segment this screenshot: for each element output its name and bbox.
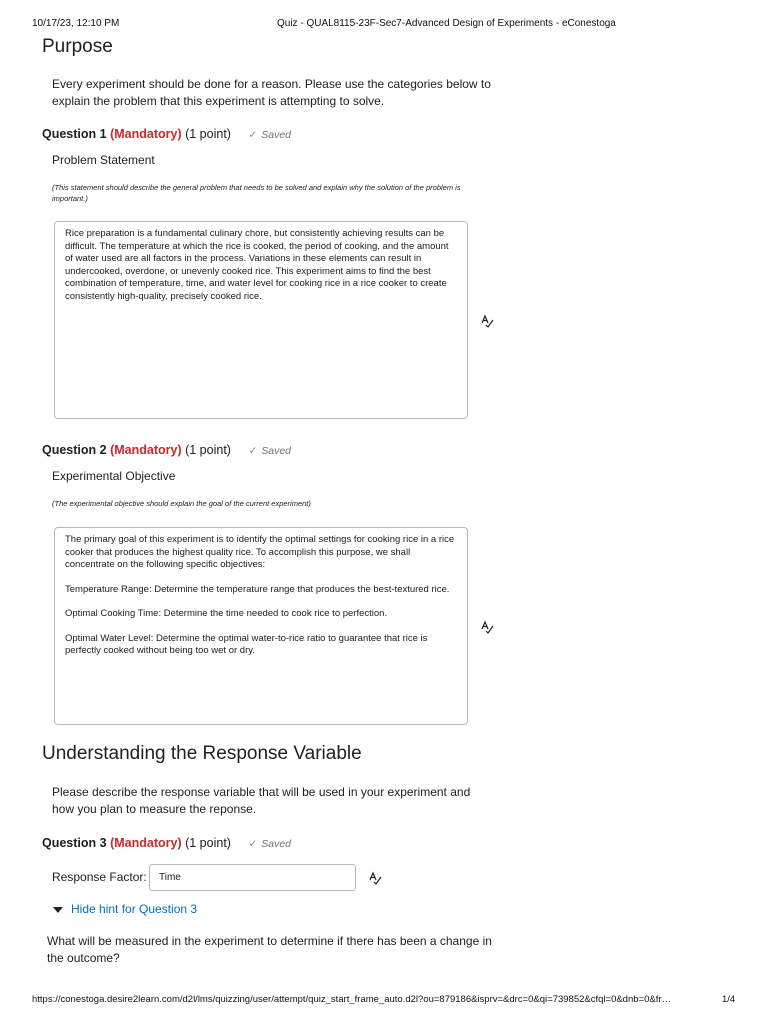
problem-statement-label: Problem Statement <box>52 153 155 167</box>
saved-status: ✓ Saved <box>248 129 292 141</box>
purpose-intro: Every experiment should be done for a reason. Please use the categories below to explain the problem that this experiment is attempting to solve. <box>52 77 491 108</box>
check-icon: ✓ <box>248 838 258 850</box>
response-variable-intro: Please describe the response variable that will be used in your experiment and how you plan to measure the reponse. <box>52 785 471 816</box>
mandatory-label: (Mandatory) <box>110 836 182 850</box>
question-number: Question 3 <box>42 836 107 850</box>
caret-down-icon <box>53 907 63 913</box>
points-label: (1 point) <box>185 443 231 457</box>
question-1-header <box>42 127 291 141</box>
response-factor-label: Response Factor: <box>52 870 147 884</box>
spellcheck-icon[interactable] <box>480 314 494 328</box>
problem-statement-textarea[interactable]: Rice preparation is a fundamental culinary chore, but consistently achieving results can be difficult. The temperature at which the rice is cooked, the period of cooking, and the amount of water used are all factors in the process. Variations in these elements can result in undercooked, overdone, or unevenly cooked rice. This experiment aims to find the best combination of temperature, time, and water level for cooking rice in a rice cooker to create consistently high-quality, precisely cooked rice. <box>54 221 468 419</box>
answer-paragraph: Optimal Cooking Time: Determine the time needed to cook rice to perfection. <box>65 608 388 619</box>
saved-status: ✓ Saved <box>248 838 292 850</box>
points-label: (1 point) <box>185 127 231 141</box>
mandatory-label: (Mandatory) <box>110 127 182 141</box>
spellcheck-icon[interactable] <box>368 871 382 885</box>
experimental-objective-textarea[interactable] <box>54 527 468 725</box>
mandatory-label: (Mandatory) <box>110 443 182 457</box>
print-datetime: 10/17/23, 12:10 PM <box>32 18 120 29</box>
question-3-header <box>42 836 291 850</box>
print-page-title: Quiz - QUAL8115-23F-Sec7-Advanced Design of Experiments - eConestoga <box>277 18 616 29</box>
points-label: (1 point) <box>185 836 231 850</box>
question-number: Question 2 <box>42 443 107 457</box>
saved-status: ✓ Saved <box>248 445 292 457</box>
response-factor-input[interactable] <box>149 864 356 891</box>
answer-paragraph: Optimal Water Level: Determine the optimal water-to-rice ratio to guarantee that rice is perfectly cooked without being too wet or dry. <box>65 632 428 656</box>
answer-paragraph: The primary goal of this experiment is to identify the optimal settings for cooking rice in a rice cooker that produces the highest quality rice. To accomplish this purpose, we shall concentrate on the following specific objectives: <box>65 534 455 570</box>
question-3-hint-text: What will be measured in the experiment to determine if there has been a change in the outcome? <box>47 934 492 965</box>
response-variable-heading: Understanding the Response Variable <box>42 743 362 764</box>
experimental-objective-hint: (The experimental objective should explain the goal of the current experiment) <box>52 499 311 508</box>
spellcheck-icon[interactable] <box>480 620 494 634</box>
question-2-header <box>42 443 291 457</box>
page-count: 1/4 <box>722 994 736 1005</box>
question-number: Question 1 <box>42 127 107 141</box>
experimental-objective-label: Experimental Objective <box>52 469 176 483</box>
check-icon: ✓ <box>248 445 258 457</box>
purpose-heading: Purpose <box>42 36 113 57</box>
check-icon: ✓ <box>248 129 258 141</box>
hide-hint-link[interactable]: Hide hint for Question 3 <box>53 902 197 916</box>
print-url: https://conestoga.desire2learn.com/d2l/lms/quizzing/user/attempt/quiz_start_frame_auto.d2l?ou=879186&isprv=&drc=0&qi=739852&cfql=0&dnb=0&fr… <box>32 994 672 1005</box>
problem-statement-hint: (This statement should describe the general problem that needs to be solved and explain why the solution of the problem is important.) <box>52 183 461 203</box>
answer-paragraph: Temperature Range: Determine the temperature range that produces the best-textured rice. <box>65 583 450 595</box>
